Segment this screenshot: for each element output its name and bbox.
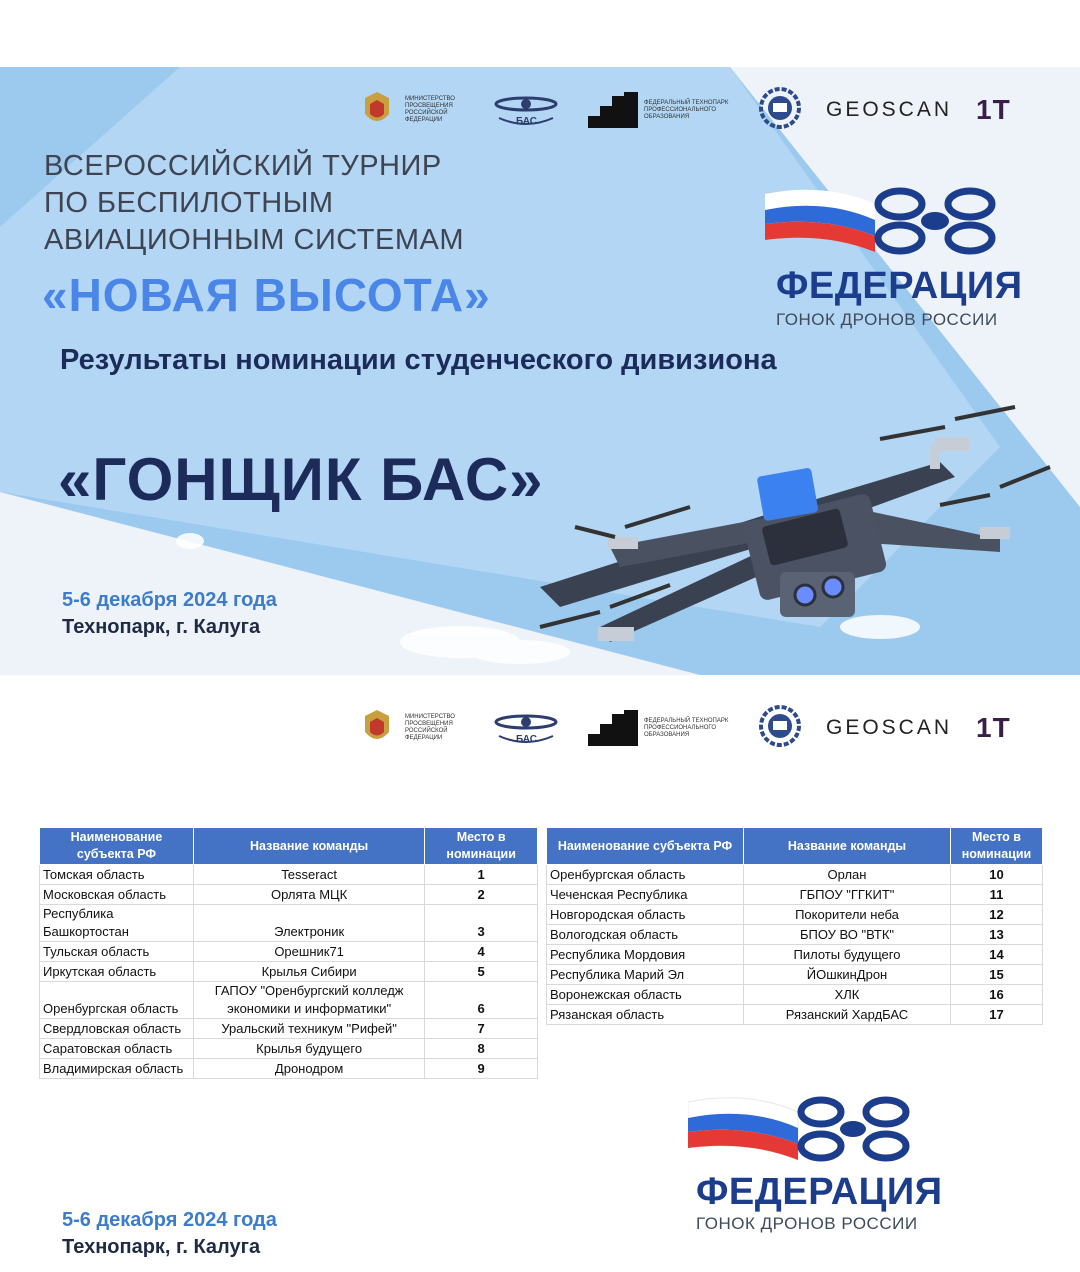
ministry-logo [355, 88, 465, 132]
region-cell: Чеченская Республика [547, 885, 744, 905]
team-cell: ГАПОУ "Оренбургский колледж экономики и информатики" [193, 982, 424, 1019]
table-row [547, 885, 1043, 905]
table-row [547, 985, 1043, 1005]
place-cell: 16 [951, 985, 1043, 1005]
region-cell: Республика Марий Эл [547, 965, 744, 985]
coat-of-arms-icon [355, 706, 399, 750]
column-header-place: Место в номинации [425, 828, 538, 865]
region-cell: Рязанская область [547, 1005, 744, 1025]
technopark-logo-text: ФЕДЕРАЛЬНЫЙ ТЕХНОПАРК ПРОФЕССИОНАЛЬНОГО ОБРАЗОВАНИЯ [644, 99, 729, 120]
team-cell: Пилоты будущего [744, 945, 951, 965]
region-cell: Новгородская область [547, 905, 744, 925]
region-cell: Владимирская область [40, 1059, 194, 1079]
team-cell: Крылья Сибири [193, 962, 424, 982]
table-row [40, 1019, 538, 1039]
place-cell: 13 [951, 925, 1043, 945]
table-row [40, 942, 538, 962]
region-cell: Оренбургская область [40, 982, 194, 1019]
irpo-logo [758, 86, 802, 135]
place-cell: 10 [951, 865, 1043, 885]
event-place: Технопарк, г. Калуга [62, 616, 261, 638]
results-title: Результаты номинации студенческого дивизиона [60, 344, 777, 376]
event-name: «НОВАЯ ВЫСОТА» [42, 269, 491, 321]
region-cell: Московская область [40, 885, 194, 905]
federation-subtitle-2: ГОНОК ДРОНОВ РОССИИ [696, 1214, 918, 1233]
stairs-icon [588, 710, 638, 746]
technopark-logo [588, 92, 734, 128]
gear-book-icon [758, 86, 802, 130]
bas-logo [489, 90, 564, 130]
ministry-logo-2 [355, 706, 465, 750]
region-cell: Иркутская область [40, 962, 194, 982]
1t-logo-2: 1T [976, 712, 1011, 743]
team-cell: Электроник [193, 905, 424, 942]
table-row [40, 962, 538, 982]
place-cell: 8 [425, 1039, 538, 1059]
table-row [40, 1039, 538, 1059]
team-cell: Орлан [744, 865, 951, 885]
tournament-title-line3: АВИАЦИОННЫМ СИСТЕМАМ [44, 224, 464, 256]
column-header-team: Название команды [744, 828, 951, 865]
table-row [40, 885, 538, 905]
results-slide [0, 688, 1080, 1272]
team-cell: ЙОшкинДрон [744, 965, 951, 985]
team-cell: Рязанский ХардБАС [744, 1005, 951, 1025]
table-row [547, 925, 1043, 945]
technopark-logo-text-2: ФЕДЕРАЛЬНЫЙ ТЕХНОПАРК ПРОФЕССИОНАЛЬНОГО ОБРАЗОВАНИЯ [644, 717, 729, 738]
federation-flag-drone-icon [688, 1090, 918, 1170]
column-header-region: Наименование субъекта РФ [547, 828, 744, 865]
region-cell: Оренбургская область [547, 865, 744, 885]
region-cell: Саратовская область [40, 1039, 194, 1059]
federation-subtitle: ГОНОК ДРОНОВ РОССИИ [776, 310, 998, 329]
gear-book-icon [758, 704, 802, 748]
place-cell: 11 [951, 885, 1043, 905]
technopark-logo-2 [588, 710, 734, 746]
drone-logo-icon [489, 708, 564, 748]
place-cell: 9 [425, 1059, 538, 1079]
bas-logo-2 [489, 708, 564, 748]
title-slide [0, 67, 1080, 675]
results-table-left [39, 827, 538, 1079]
place-cell: 6 [425, 982, 538, 1019]
irpo-logo-2 [758, 704, 802, 753]
table-header-row [40, 828, 538, 865]
team-cell: Дронодром [193, 1059, 424, 1079]
tournament-title [44, 148, 464, 259]
ministry-logo-text-2: МИНИСТЕРСТВО ПРОСВЕЩЕНИЯ РОССИЙСКОЙ ФЕДЕРАЦИИ [405, 714, 455, 741]
region-cell: Свердловская область [40, 1019, 194, 1039]
region-cell: Вологодская область [547, 925, 744, 945]
team-cell: Орлята МЦК [193, 885, 424, 905]
ministry-logo-text: МИНИСТЕРСТВО ПРОСВЕЩЕНИЯ РОССИЙСКОЙ ФЕДЕРАЦИИ [405, 96, 455, 123]
tournament-title-line2: ПО БЕСПИЛОТНЫМ [44, 187, 334, 219]
table-row [547, 965, 1043, 985]
team-cell: Покорители неба [744, 905, 951, 925]
place-cell: 3 [425, 905, 538, 942]
place-cell: 2 [425, 885, 538, 905]
nomination-title: «ГОНЩИК БАС» [58, 446, 544, 513]
table-row [40, 865, 538, 885]
place-cell: 12 [951, 905, 1043, 925]
column-header-team: Название команды [193, 828, 424, 865]
region-cell: Томская область [40, 865, 194, 885]
table-row [547, 1005, 1043, 1025]
team-cell: Tesseract [193, 865, 424, 885]
federation-flag-drone-icon [765, 182, 1005, 262]
place-cell: 5 [425, 962, 538, 982]
table-row [547, 905, 1043, 925]
place-cell: 15 [951, 965, 1043, 985]
team-cell: ГБПОУ "ГГКИТ" [744, 885, 951, 905]
team-cell: БПОУ ВО "ВТК" [744, 925, 951, 945]
partner-logos-2 [355, 700, 1011, 756]
team-cell: Крылья будущего [193, 1039, 424, 1059]
region-cell: Тульская область [40, 942, 194, 962]
bas-logo-text: БАС [516, 116, 538, 127]
table-row [547, 865, 1043, 885]
team-cell: Орешник71 [193, 942, 424, 962]
region-cell: Воронежская область [547, 985, 744, 1005]
table-row [40, 982, 538, 1019]
place-cell: 4 [425, 942, 538, 962]
federation-title-2: ФЕДЕРАЦИЯ [696, 1171, 943, 1213]
table-row [40, 905, 538, 942]
team-cell: Уральский техникум "Рифей" [193, 1019, 424, 1039]
place-cell: 7 [425, 1019, 538, 1039]
table-row [547, 945, 1043, 965]
column-header-place: Место в номинации [951, 828, 1043, 865]
drone-logo-icon [489, 90, 564, 130]
event-place-2: Технопарк, г. Калуга [62, 1236, 261, 1258]
region-cell: Республика Башкортостан [40, 905, 194, 942]
place-cell: 17 [951, 1005, 1043, 1025]
tournament-title-line1: ВСЕРОССИЙСКИЙ ТУРНИР [44, 150, 442, 182]
team-cell: ХЛК [744, 985, 951, 1005]
partner-logos [355, 82, 1011, 138]
stairs-icon [588, 92, 638, 128]
event-dates: 5-6 декабря 2024 года [62, 589, 277, 611]
event-dates-2: 5-6 декабря 2024 года [62, 1209, 277, 1231]
geoscan-logo-2: GEOSCAN [826, 716, 953, 739]
place-cell: 14 [951, 945, 1043, 965]
results-table-right [546, 827, 1043, 1025]
geoscan-logo: GEOSCAN [826, 98, 953, 121]
coat-of-arms-icon [355, 88, 399, 132]
table-row [40, 1059, 538, 1079]
bas-logo-text-2: БАС [516, 734, 538, 745]
federation-title: ФЕДЕРАЦИЯ [776, 265, 1023, 307]
place-cell: 1 [425, 865, 538, 885]
column-header-region: Наименование субъекта РФ [40, 828, 194, 865]
table-header-row [547, 828, 1043, 865]
region-cell: Республика Мордовия [547, 945, 744, 965]
1t-logo: 1T [976, 94, 1011, 125]
